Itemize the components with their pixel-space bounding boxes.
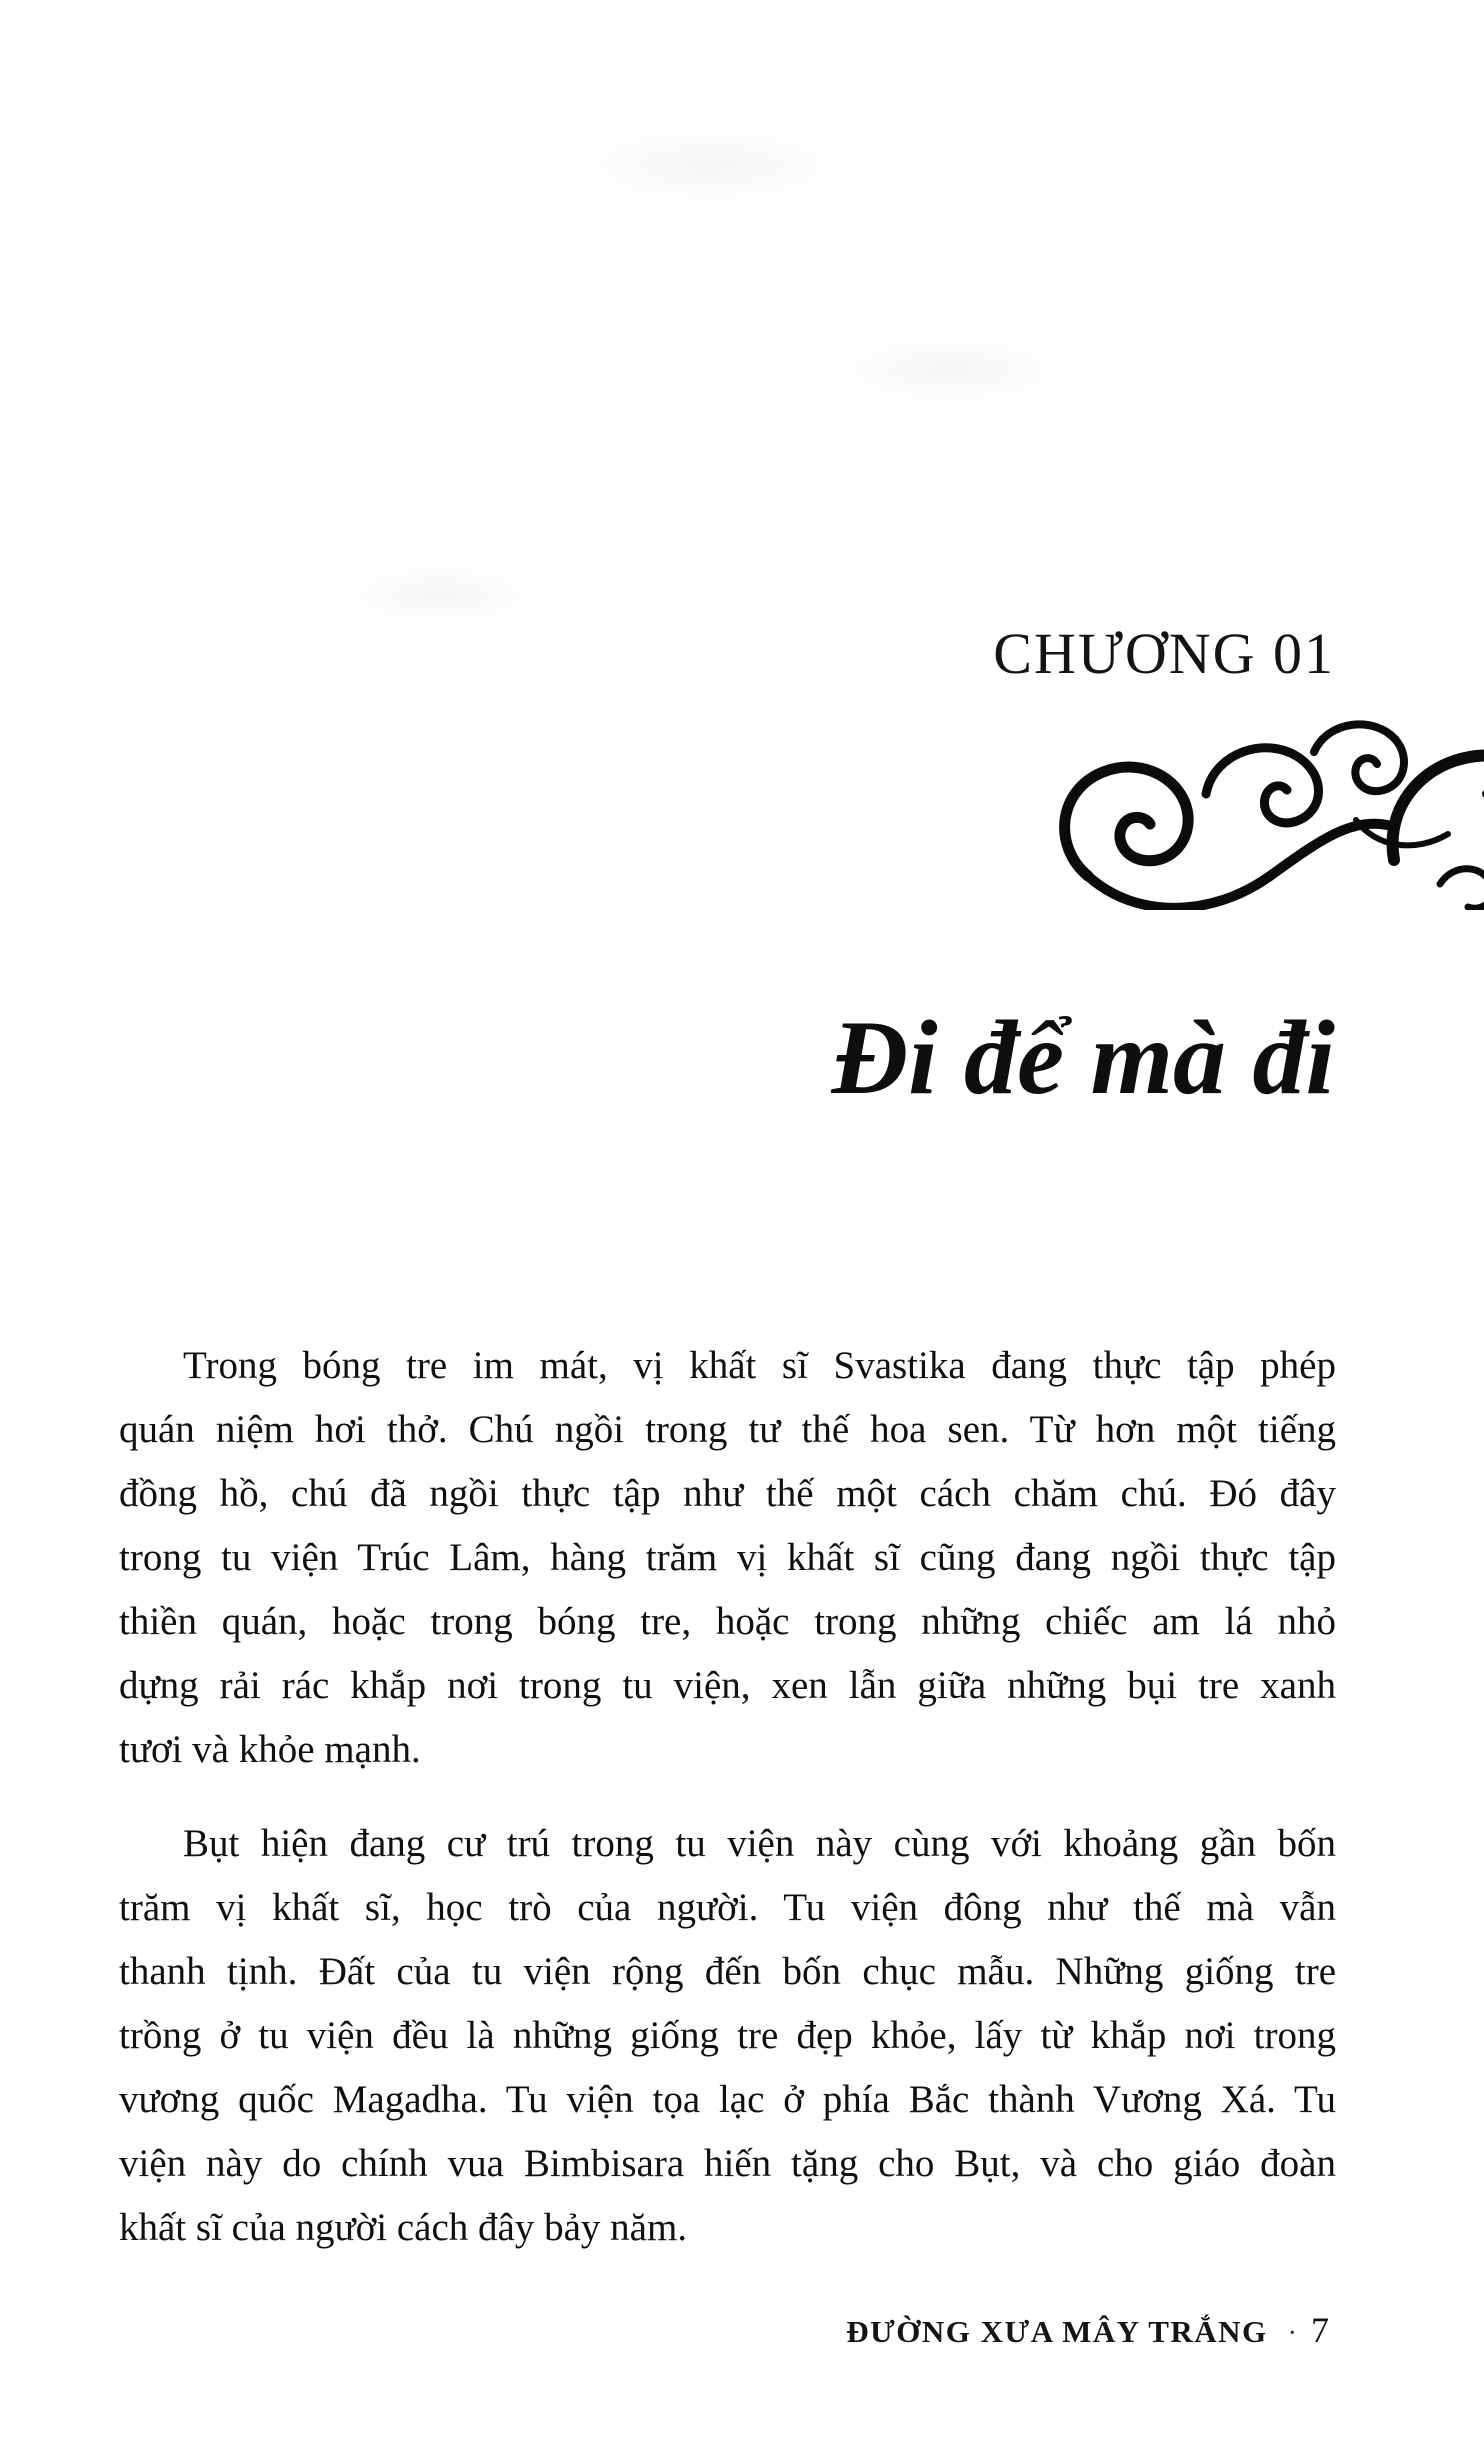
text-line: tươi và khỏe mạnh. [119,1728,421,1771]
text-line: trồng ở tu viện đều là những giống tre đẹp khỏe, lấy từ khắp nơi trong [119,2014,1336,2057]
text-line: viện này do chính vua Bimbisara hiến tặng cho Bụt, và cho giáo đoàn [119,2142,1336,2185]
text-line: đồng hồ, chú đã ngồi thực tập như thế một cách chăm chú. Đó đây [119,1472,1336,1515]
text-line: thanh tịnh. Đất của tu viện rộng đến bốn chục mẫu. Những giống tre [119,1950,1336,1993]
paragraph-2 [119,1812,1336,2260]
paragraph-1 [119,1334,1336,1782]
text-line: khất sĩ của người cách đây bảy năm. [119,2206,688,2249]
text-line: trong tu viện Trúc Lâm, hàng trăm vị khất sĩ cũng đang ngồi thực tập [119,1536,1336,1579]
text-line: trăm vị khất sĩ, học trò của người. Tu viện đông như thế mà vẫn [119,1886,1336,1929]
page-number: 7 [1311,2310,1329,2350]
chapter-title: Đi để mà đi [831,999,1335,1116]
scan-artifact [560,120,860,210]
text-line: thiền quán, hoặc trong bóng tre, hoặc trong những chiếc am lá nhỏ [119,1600,1336,1643]
body-text [119,1334,1336,2260]
page-footer [846,2308,1329,2360]
chapter-label: CHƯƠNG 01 [993,621,1335,686]
running-title: ĐƯỜNG XƯA MÂY TRẮNG [846,2314,1268,2349]
text-line: quán niệm hơi thở. Chú ngồi trong tư thế hoa sen. Từ hơn một tiếng [119,1408,1336,1451]
text-line: Bụt hiện đang cư trú trong tu viện này cùng với khoảng gần bốn [183,1822,1336,1865]
scan-artifact [330,560,550,630]
text-line: Trong bóng tre im mát, vị khất sĩ Svastika đang thực tập phép [183,1344,1336,1387]
text-line: vương quốc Magadha. Tu viện tọa lạc ở phía Bắc thành Vương Xá. Tu [119,2078,1336,2121]
flourish-ornament [1058,698,1484,910]
footer-separator: · [1287,2318,1297,2349]
scan-artifact [820,330,1080,410]
text-line: dựng rải rác khắp nơi trong tu viện, xen lẫn giữa những bụi tre xanh [119,1664,1336,1707]
